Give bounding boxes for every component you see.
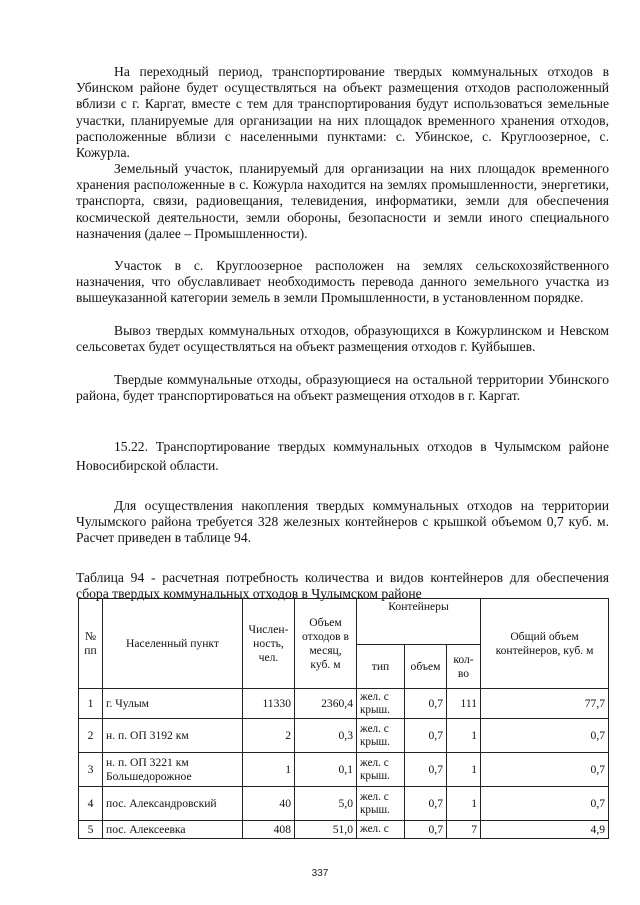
cell-settlement: н. п. ОП 3221 км Большедорожное xyxy=(103,753,243,787)
table-row xyxy=(79,753,609,787)
cell-type: жел. с крыш. xyxy=(357,689,405,719)
cell-total-volume: 77,7 xyxy=(481,689,609,719)
cell-volume: 0,7 xyxy=(405,753,447,787)
cell-type: жел. с xyxy=(357,821,405,839)
cell-monthly-volume: 2360,4 xyxy=(295,689,357,719)
cell-population: 2 xyxy=(243,719,295,753)
header-containers: Контейнеры xyxy=(357,599,481,645)
cell-num: 1 xyxy=(79,689,103,719)
header-count: кол-во xyxy=(447,645,481,689)
table-row xyxy=(79,821,609,839)
cell-num: 2 xyxy=(79,719,103,753)
cell-volume: 0,7 xyxy=(405,821,447,839)
cell-settlement: н. п. ОП 3192 км xyxy=(103,719,243,753)
paragraph-kargat-transport: Твердые коммунальные отходы, образующиеся на остальной территории Убинского района, будет транспортироваться на объект размещения отходов в г. Каргат. xyxy=(76,372,609,404)
cell-settlement: пос. Алексеевка xyxy=(103,821,243,839)
cell-monthly-volume: 51,0 xyxy=(295,821,357,839)
header-monthly-volume: Объем отходов в месяц, куб. м xyxy=(295,599,357,689)
cell-count: 7 xyxy=(447,821,481,839)
cell-type: жел. с крыш. xyxy=(357,753,405,787)
cell-count: 1 xyxy=(447,719,481,753)
table-row xyxy=(79,719,609,753)
cell-volume: 0,7 xyxy=(405,787,447,821)
table-row xyxy=(79,787,609,821)
paragraph-transition-period: На переходный период, транспортирование твердых коммунальных отходов в Убинском районе будет осуществляться на объект размещения отходов расположенный вблизи с г. Каргат, вместе с тем для транспортирования будут использоваться земельные участки, планируемые для организации на них площадок временного хранения отходов, расположенные вблизи с населенными пунктами: с. Убинское, с. Круглоозерное, с. Кожурла. xyxy=(76,64,609,161)
table-row xyxy=(79,689,609,719)
cell-population: 11330 xyxy=(243,689,295,719)
header-type: тип xyxy=(357,645,405,689)
header-num: № пп xyxy=(79,599,103,689)
paragraph-kuibyshev-removal: Вывоз твердых коммунальных отходов, образующихся в Кожурлинском и Невском сельсоветах будет осуществляться на объект размещения отходов г. Куйбышев. xyxy=(76,323,609,355)
cell-settlement: г. Чулым xyxy=(103,689,243,719)
page-number: 337 xyxy=(311,868,329,879)
cell-volume: 0,7 xyxy=(405,689,447,719)
section-heading: 15.22. Транспортирование твердых коммунальных отходов в Чулымском районе Новосибирской области. xyxy=(76,439,609,473)
cell-count: 1 xyxy=(447,753,481,787)
cell-type: жел. с крыш. xyxy=(357,719,405,753)
header-settlement: Населенный пункт xyxy=(103,599,243,689)
cell-count: 111 xyxy=(447,689,481,719)
cell-population: 1 xyxy=(243,753,295,787)
header-population: Числен-ность, чел. xyxy=(243,599,295,689)
cell-count: 1 xyxy=(447,787,481,821)
cell-population: 40 xyxy=(243,787,295,821)
header-volume: объем xyxy=(405,645,447,689)
cell-num: 5 xyxy=(79,821,103,839)
cell-volume: 0,7 xyxy=(405,719,447,753)
containers-table xyxy=(78,598,609,839)
cell-total-volume: 0,7 xyxy=(481,719,609,753)
paragraph-kozhurla-plot: Земельный участок, планируемый для организации на них площадок временного хранения расположенные в с. Кожурла находится на землях промышленности, энергетики, транспорта, связи, радиовещания, телевидения, информатики, земли для обеспечения космической деятельности, земли обороны, безопасности и земли иного специального назначения (далее – Промышленности). xyxy=(76,161,609,241)
cell-total-volume: 0,7 xyxy=(481,787,609,821)
cell-monthly-volume: 0,1 xyxy=(295,753,357,787)
cell-monthly-volume: 0,3 xyxy=(295,719,357,753)
cell-monthly-volume: 5,0 xyxy=(295,787,357,821)
cell-total-volume: 4,9 xyxy=(481,821,609,839)
cell-type: жел. с крыш. xyxy=(357,787,405,821)
cell-num: 3 xyxy=(79,753,103,787)
intro-paragraph: Для осуществления накопления твердых коммунальных отходов на территории Чулымского района требуется 328 железных контейнеров с крышкой объемом 0,7 куб. м. Расчет приведен в таблице 94. xyxy=(76,498,609,546)
header-total-volume: Общий объем контейнеров, куб. м xyxy=(481,599,609,689)
cell-settlement: пос. Александровский xyxy=(103,787,243,821)
table-caption: Таблица 94 - расчетная потребность количества и видов контейнеров для обеспечения сбора твердых коммунальных отходов в Чулымском районе xyxy=(76,570,609,601)
cell-population: 408 xyxy=(243,821,295,839)
cell-total-volume: 0,7 xyxy=(481,753,609,787)
paragraph-krugloozernoe-plot: Участок в с. Круглоозерное расположен на землях сельскохозяйственного назначения, что обуславливает необходимость перевода данного земельного участка из вышеуказанной категории земель в земли Промышленности, в установленном порядке. xyxy=(76,258,609,306)
cell-num: 4 xyxy=(79,787,103,821)
